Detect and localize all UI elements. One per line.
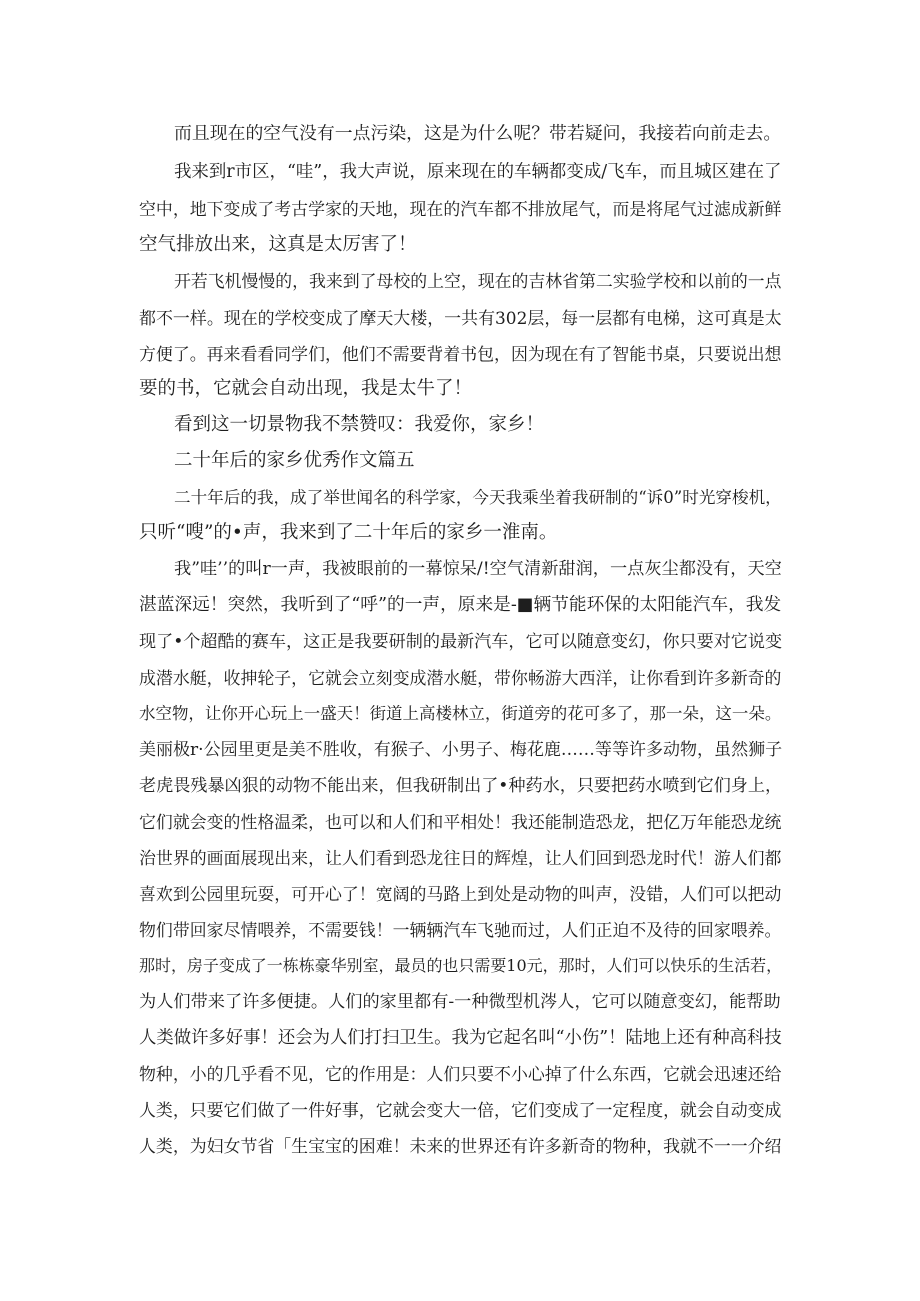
text-line: 物种，小的几乎看不见，它的作用是：人们只要不小心掉了什么东西，它就会迅速还给	[139, 1064, 782, 1084]
text-line: 老虎畏残暴凶狠的动物不能出来，但我研制出了•种药水，只要把药水喷到它们身上，	[139, 776, 783, 796]
section-heading: 二十年后的家乡优秀作文篇五	[174, 450, 415, 471]
text-line: 看到这一切景物我不禁赞叹：我爱你，家乡！	[174, 414, 545, 435]
text-line: 要的书，它就会自动出现，我是太牛了！	[139, 378, 473, 399]
text-line: 湛蓝深远！突然，我听到了“呼”的一声，原来是-■辆节能环保的太阳能汽车，我发	[139, 595, 782, 615]
text-line: 我来到r市区，“哇”，我大声说，原来现在的车辆都变成/飞车，而且城区建在了	[174, 162, 782, 182]
text-line: 水空物，让你开心玩上一盛天！街道上高楼林立，街道旁的花可多了，那一朵，这一朵。	[139, 704, 782, 723]
text-line: 人类，为妇女节省「生宝宝的困难！未来的世界还有许多新奇的物种，我就不一一介绍	[139, 1136, 782, 1156]
text-line: 空中，地下变成了考古学家的天地，现在的汽车都不排放尾气，而是将尾气过滤成新鲜	[139, 199, 782, 219]
text-line: 物们带回家尽情喂养，不需要钱！一辆辆汽车飞驰而过，人们正迫不及待的回家喂养。	[139, 920, 782, 940]
text-line: 成潜水艇，收抻轮子，它就会立刻变成潜水艇，带你畅游大西洋，让你看到许多新奇的	[139, 668, 782, 688]
text-line: 人类做许多好事！还会为人们打扫卫生。我为它起名叫“小伤”！陆地上还有种高科技	[139, 1028, 782, 1048]
text-line: 方便了。再来看看同学们，他们不需要背着书包，因为现在有了智能书桌，只要说出想	[139, 344, 782, 364]
text-line: 为人们带来了许多便捷。人们的家里都有-一种微型机涔人，它可以随意变幻，能帮助	[139, 992, 781, 1012]
text-line: 美丽极r·公园里更是美不胜收，有猴子、小男子、梅花鹿……等等许多动物，虽然狮子	[139, 740, 783, 760]
text-line: 而且现在的空气没有一点污染，这是为什么呢？带若疑问，我接若向前走去。	[174, 123, 782, 144]
text-line: 只听“嗖”的•声，我来到了二十年后的家乡一淮南。	[139, 522, 558, 543]
text-line: 治世界的画面展现出来，让人们看到恐龙往日的辉煌，让人们回到恐龙时代！游人们都	[139, 848, 782, 868]
text-line: 喜欢到公园里玩耍，可开心了！宽阔的马路上到处是动物的叫声，没错，人们可以把动	[139, 884, 782, 904]
text-line: 那时，房子变成了一栋栋豪华别室，最员的也只需要10元，那时，人们可以快乐的生活若，	[139, 956, 783, 975]
text-line: 现了•个超酷的赛车，这正是我要研制的最新汽车，它可以随意变幻，你只要对它说变	[139, 632, 783, 652]
text-line: 它们就会变的性格温柔，也可以和人们和平相处！我还能制造恐龙，把亿万年能恐龙统	[139, 812, 782, 832]
text-line: 人类，只要它们做了一件好事，它就会变大一倍，它们变成了一定程度，就会自动变成	[139, 1100, 782, 1120]
text-line: 二十年后的我，成了举世闻名的科学家，今天我乘坐着我研制的“诉0”时光穿梭机，	[174, 488, 782, 507]
text-line: 开若飞机慢慢的，我来到了母校的上空，现在的吉林省第二实验学校和以前的一点	[174, 271, 782, 291]
text-line: 都不一样。现在的学校变成了摩天大楼，一共有302层，每一层都有电梯，这可真是太	[139, 308, 782, 328]
text-line: 我”哇’’的叫r一声，我被眼前的一幕惊呆/!空气清新甜润，一点灰尘都没有，天空	[174, 559, 782, 579]
text-line: 空气排放出来，这真是太厉害了！	[139, 234, 417, 255]
